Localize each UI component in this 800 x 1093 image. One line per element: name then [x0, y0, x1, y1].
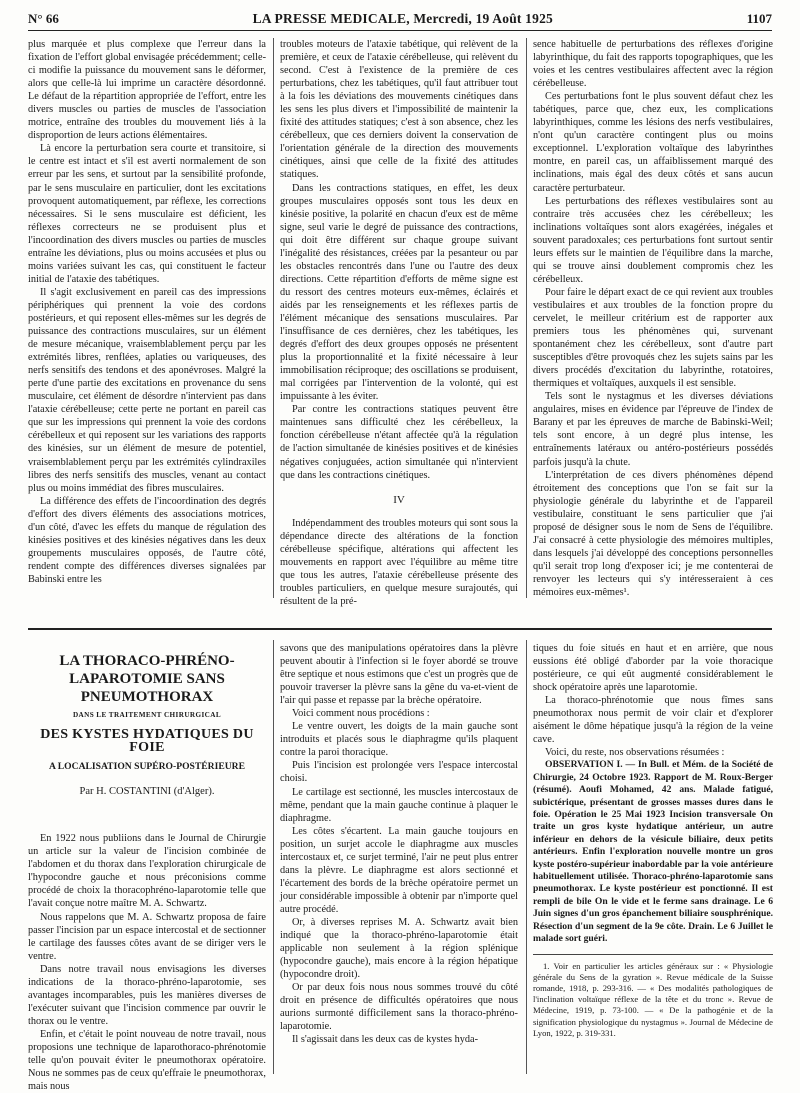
article-title: LA THORACO-PHRÉNO-LAPAROTOMIE SANS PNEUMOTHORAX [59, 653, 235, 705]
article-column-1 [28, 642, 266, 1093]
paragraph: Or par deux fois nous nous sommes trouvé du côté droit en présence de difficultés opératoires que nous aurions surmonté difficilement sans la thoraco-phréno-laparotomie. [280, 982, 518, 1033]
article-subtitle: DANS LE TRAITEMENT CHIRURGICAL [72, 711, 222, 719]
article-column-2 [280, 642, 518, 1074]
paragraph: Dans les contractions statiques, en effet, les deux groupes musculaires opposés sont tous les deux en kinésie positive, la polarité en chacun d'eux est de même signe, seul varie le degré de puissance des contractions, qui doit être différent sur chaque groupe suivant l'inégalité des résistances, créées par la pesanteur ou par les obstacles rencontrés dans l'une ou l'autre des deux directions. Cette répartition d'efforts de même signe est du ressort des centres moteurs eux-mêmes, éclairés et aidés par les renseignements et les réflexes partis de l'élément mécanique des sensations musculaires. Par l'insuffisance de ces dernières, chez les tabétiques, les degrés d'effort des deux groupes opposés ne présentent plus la proportionnalité et la fixité nécessaire à leur immobilisation réciproque; des oscillations se produisent, mal corrigées par l'intervention de la volonté, qui est impuissante à les éviter. [280, 182, 518, 403]
paragraph: La différence des effets de l'incoordination des degrés d'effort des divers éléments des associations motrices, d'un côté, d'avec les effets du manque de régulation des kinésies positives et des kinésies négatives dans les deux groupements musculaires opposés, de l'autre côté, rendent compte des différences diverses signalées par Babinski entre les [28, 495, 266, 585]
footnote [533, 954, 773, 1039]
paragraph: En 1922 nous publiions dans le Journal de Chirurgie un article sur la valeur de l'incision combinée de l'abdomen et du thorax dans l'exploration chirurgicale de l'hypocondre gauche et nous préconisions comme procédé de choix la thoracophréno-laparotomie telle que l'avait conçue notre maître M. A. Schwartz. [28, 833, 266, 910]
column-divider [526, 38, 527, 598]
paragraph: Indépendamment des troubles moteurs qui sont sous la dépendance directe des altérations de la fonction cérébelleuse spécifique, altérations qui affectent les mouvements en rapport avec l'équilibre au même titre que tous les autres, l'ataxie cérébelleuse présente des troubles particuliers, en quelque mesure surajoutés, qui résultent de la pré- [280, 517, 518, 607]
column-divider [273, 640, 274, 1074]
top-column-2 [280, 38, 518, 607]
paragraph: La thoraco-phrénotomie que nous fîmes sans pneumothorax nous permit de voir clair et d'explorer aisément le dôme hépatique jusqu'à la région de la veine cave. [533, 695, 773, 746]
top-column-1 [28, 38, 266, 600]
paragraph: Dans notre travail nous envisagions les diverses indications de la thoraco-phréno-laparotomie, ses avantages incomparables, puis les manières diverses de l'exécuter suivant que l'incision commence par ouvrir le thorax ou le ventre. [28, 963, 266, 1027]
paragraph: Le ventre ouvert, les doigts de la main gauche sont introduits et placés sous le diaphragme qu'ils plaquent contre la paroi thoracique. [280, 721, 518, 759]
paragraph: Puis l'incision est prolongée vers l'espace intercostal choisi. [280, 760, 518, 785]
paragraph: Nous rappelons que M. A. Schwartz proposa de faire passer l'incision par un espace intercostal et de sectionner le cartilage des fausses côtes avant de se diriger vers le ventre. [28, 911, 266, 962]
article-author: Par H. COSTANTINI (d'Alger). [79, 786, 215, 798]
paragraph: L'interprétation de ces divers phénomènes dépend étroitement des conceptions que l'on se fait sur la physiologie générale du labyrinthe et de l'appareil vestibulaire, constituant le sens particulier que j'ai proposé de désigner sous le nom de Sens de l'équilibre. J'ai consacré à cette physiologie des mémoires multiples, dans lesquels j'ai développé des conceptions personnelles qu'il serait trop long d'exposer ici; je me contenterai de renvoyer les lecteurs qui s'y intéresseraient à ces mémoires eux-mêmes¹. [533, 469, 773, 598]
paragraph: sence habituelle de perturbations des réflexes d'origine labyrinthique, du fait des rapports topographiques, que les voies et les centres vestibulaires affectent avec la région cérébelleuse. [533, 39, 773, 90]
observation: OBSERVATION I. — In Bull. et Mém. de la Société de Chirurgie, 24 Octobre 1923. Rapport de M. Roux-Berger (résumé). Aoufi Mohamed, 42 ans. Malade fatigué, subictérique, présentant de grosses masses dures dans le foie. Opération le 25 Mai 1923 Incision transversale On traite un gros kyste hydatique antérieur, un autre inférieur en dehors de la vésicule biliaire, deux petits antérieurs. Enfin l'exploration nouvelle montre un gros kyste postéro-supérieur inabordable par la voie antérieure habituellement utilisée. Thoraco-phréno-laparotomie sans pneumothorax. Le kyste postérieur est ponctionné. Il est rempli de bile On le vide et le ferme sans drainage. Le 6 Juin signes d'un gros épanchement biliaire sousphrénique. Résection d'un segment de la 9e côte. Drain. Le 6 Juillet le malade sort guéri. [533, 759, 773, 945]
paragraph: tiques du foie situés en haut et en arrière, que nous eussions été obligé d'aborder par la voie thoracique postérieure, ce qui eût augmenté considérablement le shock opératoire après une laparotomie. [533, 643, 773, 694]
article-title-3: A LOCALISATION SUPÉRO-POSTÉRIEURE [48, 761, 245, 773]
paragraph: Les perturbations des réflexes vestibulaires sont au contraire très accusées chez les cérébelleux; les inclinations voltaïques sont alors exagérées, inégales et souvent paradoxales; ces perturbations font surtout sentir leurs effets sur le maintien de l'équilibre dans la marche, qui se trouve ainsi doublement compromis chez les cérébelleux. [533, 195, 773, 285]
paragraph: Il s'agissait dans les deux cas de kystes hyda- [292, 1034, 479, 1046]
journal-title: LA PRESSE MEDICALE, Mercredi, 19 Août 1925 [252, 11, 553, 26]
paragraph: savons que des manipulations opératoires dans la plèvre peuvent aboutir à l'infection si le foyer abordé se trouve être septique et nous estimons que c'est un progrès que de pouvoir traverser la plèvre sans la gêne du va-et-vient de l'air qui passe et repasse par la brèche opératoire. [280, 643, 518, 707]
article-title-2: DES KYSTES HYDATIQUES DU FOIE [40, 727, 254, 756]
column-divider [273, 38, 274, 598]
paragraph: Là encore la perturbation sera courte et transitoire, si le centre est intact et s'il est averti normalement de son erreur par les sens, et surtout par la sensibilité profonde, par le sens musculaire en particulier, dont les excitations provoquent automatiquement, par réflexe, les corrections nécessaires. Si le sens musculaire est déficient, les réflexes correcteurs ne se produisent plus et l'incoordination des divers muscles ou parties de muscles entraîne les déviations, plus ou moins accusées et plus ou moins variées suivant les cas, qui constituent le facteur initial de l'ataxie des tabétiques. [28, 143, 266, 285]
paragraph: plus marquée et plus complexe que l'erreur dans la fixation de l'effort global envisagée précédemment; celle-ci modifie la puissance du mouvement sans le déformer, alors que celle-là lui imprime un caractère désordonné. Le défaut de la répartition appropriée de l'effort, entre les divers muscles ou parties de muscles de l'association motrice, entraîne des troubles du mouvement liés à la disproportion de leurs actions élémentaires. [28, 39, 266, 142]
page-header [28, 8, 772, 31]
top-column-3 [533, 38, 773, 600]
paragraph: troubles moteurs de l'ataxie tabétique, qui relèvent de la première, et ceux de l'ataxie cérébelleuse, qui relèvent du second. C'est à l'existence de la première de ces perturbations, chez les tabétiques, qu'il faut attribuer tout à la fois les déviations des mouvements cinétiques dans les sens les plus divers et l'impossibilité de maintenir la fixité des attitudes statiques; c'est à son absence, chez les cérébelleux, que ces derniers doivent la conservation de l'orientation générale de la direction des mouvements cinétiques, ainsi que celle de la fixité des attitudes statiques. [280, 39, 518, 181]
paragraph: Or, à diverses reprises M. A. Schwartz avait bien indiqué que la thoraco-phréno-laparotomie était applicable non seulement à la région splénique (hypocondre gauche), mais encore à la région hépatique (hypocondre droit). [280, 916, 518, 981]
article-column-3 [533, 642, 773, 1074]
paragraph: Le cartilage est sectionné, les muscles intercostaux de même, pendant que la main gauche continue à plaquer le diaphragme. [280, 786, 518, 824]
paragraph: Par contre les contractions statiques peuvent être maintenues sans difficulté chez les cérébelleux, la fonction cérébelleuse n'étant affectée qu'à la régulation de l'action simultanée de kinésies positives et de kinésies négatives conjuguées, action simultanée qui n'intervient que dans les contractions cinétiques. [280, 404, 518, 481]
paragraph: Voici, du reste, nos observations résumées : [545, 747, 725, 759]
paragraph: Il s'agit exclusivement en pareil cas des impressions périphériques qui prennent la voie des cordons postérieurs, et qui reposent elles-mêmes sur les degrés de puissance des contractions musculaires, sur un élément de mesure mécanique, vraisemblablement perçu par les extrémités libres, renflées, aplaties ou variqueuses, des nerfs sensitifs des tendons et des aponévroses. Malgré la perte d'une partie des excitations en provenance du sens musculaire, cet élément de désordre n'intervient pas dans l'ataxie cérébelleuse; cette perte ne portant en pareil cas que sur les impressions qui prennent la voie des cordons cérébelleux et qui reposent sur les variations des rapports des kinésies, sur un élément de mesure de potentiel, vraisemblablement perçu par les extrémités cylindraxiles libres des nerfs sensitifs des muscles, venant au contact plus ou moins immédiat des fibres musculaires. [28, 286, 266, 494]
column-divider [526, 640, 527, 1074]
page-number: 1107 [746, 11, 772, 26]
paragraph: Tels sont le nystagmus et les diverses déviations angulaires, mises en évidence par l'épreuve de l'index de Barany et par les épreuves de marche de Babinski-Weil; tels sont encore, à un degré plus intense, les entraînements latéraux ou antéro-postérieurs possédés parfois jusqu'à la chute. [533, 391, 773, 468]
paragraph: Les côtes s'écartent. La main gauche toujours en position, un surjet accole le diaphragme aux muscles intercostaux et, ce surjet terminé, l'air ne peut plus entrer dans la plèvre. Le diaphragme est alors sectionné et l'écartement des bords de la brèche opératoire permet un jour considérable impossible à obtenir par n'importe quel autre procédé. [280, 825, 518, 915]
footnote-text: 1. Voir en particulier les articles généraux sur : « Physiologie générale du Sens de la gyration ». Revue médicale de la Suisse romande, 1918, p. 293-316. — « Des modalités pathologiques de l'inclination voltaïque réflexe de la tête et du tronc ». Revue de Médecine, 1919, p. 73-100. — « De la pathogénie et de la signification physiologique du nystagmus ». Journal de Médecine de Lyon, 1922, p. 319-331. [533, 960, 773, 1038]
issue-number: N° 66 [28, 11, 59, 26]
paragraph: Ces perturbations font le plus souvent défaut chez les tabétiques, parce que, chez eux, les complications labyrinthiques, comme les lésions des nerfs vestibulaires, n'ont qu'un caractère contingent plus ou moins exceptionnel. L'exploration voltaïque des labyrinthes montre, en pareil cas, un affaiblissement marqué des inclinations, mais égal des deux côtés et sans aucun caractère perturbateur. [533, 91, 773, 194]
article-separator [28, 628, 772, 630]
paragraph: Enfin, et c'était le point nouveau de notre travail, nous proposions une technique de laparothoraco-phrénotomie telle qu'on pouvait éviter le pneumothorax opératoire. Nous ne sommes pas de ceux qu'effraie le pneumothorax, mais nous [28, 1028, 266, 1093]
section-number: IV [393, 493, 405, 506]
paragraph: Voici comment nous procédions : [292, 708, 430, 720]
paragraph: Pour faire le départ exact de ce qui revient aux troubles vestibulaires et aux troubles de la fonction propre du cervelet, le meilleur critérium est de rapporter aux premiers tous les phénomènes qui, survenant spontanément chez les cérébelleux, sont d'autre part susceptibles d'être provoqués chez les sujets sains par les divers procédés d'excitation du labyrinthe, rotatoires, thermiques et voltaïques, auxquels il est sensible. [533, 286, 773, 390]
